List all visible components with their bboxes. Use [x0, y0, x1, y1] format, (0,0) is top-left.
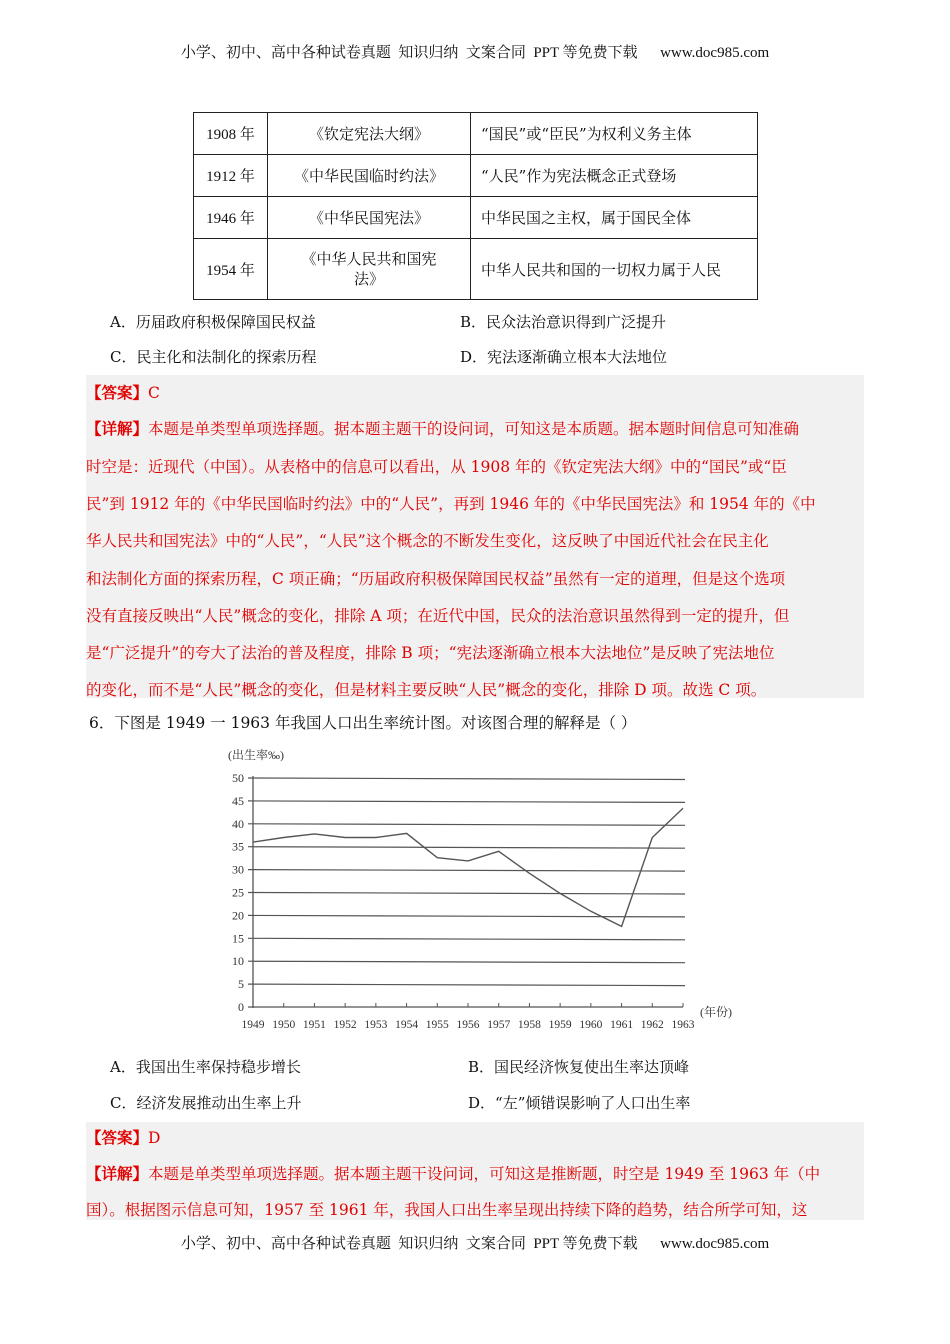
svg-text:35: 35 — [232, 839, 244, 854]
x-axis-label: (年份) — [700, 1005, 732, 1019]
svg-text:1959: 1959 — [548, 1019, 572, 1031]
svg-text:15: 15 — [232, 931, 244, 946]
svg-text:1953: 1953 — [364, 1019, 388, 1031]
svg-text:1962: 1962 — [640, 1019, 664, 1031]
chart-gridlines — [248, 778, 685, 1007]
table-row — [194, 155, 758, 197]
cell-year: 1912 年 — [194, 155, 268, 197]
page-header: 小学、初中、高中各种试卷真题 知识归纳 文案合同 PPT 等免费下载 www.doc985.com — [180, 45, 770, 61]
q5-explanation-line: 华人民共和国宪法》中的“人民”，“人民”这个概念的不断发生变化，这反映了中国近代社会在民主化 — [86, 532, 769, 550]
cell-content: 中华人民共和国的一切权力属于人民 — [471, 239, 758, 300]
q5-option-d[interactable]: D．宪法逐渐确立根本大法地位 — [460, 348, 668, 366]
q6-option-c[interactable]: C．经济发展推动出生率上升 — [110, 1094, 302, 1112]
q6-option-a[interactable]: A．我国出生率保持稳步增长 — [110, 1058, 301, 1076]
svg-text:25: 25 — [232, 885, 244, 900]
svg-text:1952: 1952 — [333, 1019, 357, 1031]
cell-year: 1954 年 — [194, 239, 268, 300]
birth-rate-line — [253, 808, 683, 926]
cell-content: 中华民国之主权，属于国民全体 — [471, 197, 758, 239]
explanation-label: 【详解】 — [86, 1164, 149, 1183]
answer-value: D — [148, 1129, 161, 1147]
q6-option-d[interactable]: D．“左”倾错误影响了人口出生率 — [468, 1094, 691, 1112]
svg-text:1955: 1955 — [425, 1019, 449, 1031]
q6-answer-block — [86, 1122, 864, 1220]
svg-text:1951: 1951 — [302, 1019, 326, 1031]
svg-text:1950: 1950 — [272, 1019, 296, 1031]
q5-answer — [86, 381, 160, 403]
q5-explanation-line: 没有直接反映出“人民”概念的变化，排除 A 项；在近代中国，民众的法治意识虽然得到一定的提升，但 — [86, 607, 790, 625]
svg-text:50: 50 — [232, 771, 244, 785]
answer-label: 【答案】 — [86, 1128, 149, 1147]
cell-document: 《中华民国临时约法》 — [268, 155, 471, 197]
q5-option-c[interactable]: C．民主化和法制化的探索历程 — [110, 348, 317, 366]
table-row — [194, 113, 758, 155]
q6-answer — [86, 1126, 160, 1148]
cell-document — [268, 239, 471, 300]
chart-y-ticks — [232, 771, 244, 1014]
table-row — [194, 197, 758, 239]
svg-text:0: 0 — [238, 1000, 244, 1014]
svg-text:20: 20 — [232, 908, 244, 923]
svg-text:1949: 1949 — [241, 1019, 265, 1031]
cell-document-line1: 《中华人民共和国宪 — [301, 250, 437, 268]
svg-text:1957: 1957 — [487, 1019, 511, 1031]
q5-explanation-line: 和法制化方面的探索历程，C 项正确；“历届政府积极保障国民权益”虽然有一定的道理，但是这个选项 — [86, 570, 786, 588]
svg-text:1963: 1963 — [671, 1019, 695, 1031]
cell-year: 1908 年 — [194, 113, 268, 155]
svg-text:45: 45 — [232, 793, 244, 808]
q5-explanation-line: 的变化，而不是“人民”概念的变化，但是材料主要反映“人民”概念的变化，排除 D 项。故选 C 项。 — [86, 681, 767, 699]
cell-document-line2: 法》 — [353, 270, 384, 288]
svg-text:40: 40 — [232, 816, 244, 831]
q6-explanation-line: 【详解】本题是单类型单项选择题。据本题主题干设问词，可知这是推断题，时空是 1949 至 1963 年（中 — [86, 1164, 821, 1183]
q5-option-b[interactable]: B．民众法治意识得到广泛提升 — [460, 313, 667, 331]
q6-explanation-line: 国）。根据图示信息可知，1957 至 1961 年，我国人口出生率呈现出持续下降的趋势，结合所学可知，这 — [86, 1201, 808, 1219]
cell-content: “国民”或“臣民”为权利义务主体 — [471, 113, 758, 155]
q5-explanation-line: 时空是：近现代（中国）。从表格中的信息可以看出，从 1908 年的《钦定宪法大纲》中的“国民”或“臣 — [86, 458, 787, 476]
svg-text:30: 30 — [232, 862, 244, 877]
q6-option-b[interactable]: B．国民经济恢复使出生率达顶峰 — [468, 1058, 690, 1076]
q5-explanation-line: 【详解】本题是单类型单项选择题。据本题主题干的设问词，可知这是本质题。据本题时间信息可知准确 — [86, 419, 800, 438]
cell-document: 《钦定宪法大纲》 — [268, 113, 471, 155]
svg-text:5: 5 — [238, 977, 244, 992]
y-axis-label: (出生率‰) — [228, 748, 284, 762]
page-footer: 小学、初中、高中各种试卷真题 知识归纳 文案合同 PPT 等免费下载 www.doc985.com — [180, 1236, 770, 1252]
answer-label: 【答案】 — [86, 383, 149, 402]
svg-text:1956: 1956 — [456, 1019, 480, 1031]
answer-value: C — [148, 384, 160, 402]
q5-explanation-line: 是“广泛提升”的夸大了法治的普及程度，排除 B 项；“宪法逐渐确立根本大法地位”是反映了宪法地位 — [86, 644, 775, 662]
birth-rate-chart — [225, 740, 745, 1040]
svg-text:1954: 1954 — [395, 1019, 419, 1031]
q6-question: 6．下图是 1949 一 1963 年我国人口出生率统计图。对该图合理的解释是（ ） — [89, 714, 637, 732]
explanation-label: 【详解】 — [86, 419, 149, 438]
svg-text:1960: 1960 — [579, 1019, 603, 1031]
cell-content: “人民”作为宪法概念正式登场 — [471, 155, 758, 197]
q5-explanation-line: 民”到 1912 年的《中华民国临时约法》中的“人民”，再到 1946 年的《中华民国宪法》和 1954 年的《中 — [86, 495, 816, 513]
constitution-table — [193, 112, 758, 300]
q5-option-a[interactable]: A．历届政府积极保障国民权益 — [110, 313, 316, 331]
svg-text:1958: 1958 — [517, 1019, 541, 1031]
cell-year: 1946 年 — [194, 197, 268, 239]
svg-text:10: 10 — [232, 954, 244, 969]
svg-text:1961: 1961 — [610, 1019, 634, 1031]
table-row — [194, 239, 758, 300]
q5-answer-block — [86, 375, 864, 698]
cell-document: 《中华民国宪法》 — [268, 197, 471, 239]
